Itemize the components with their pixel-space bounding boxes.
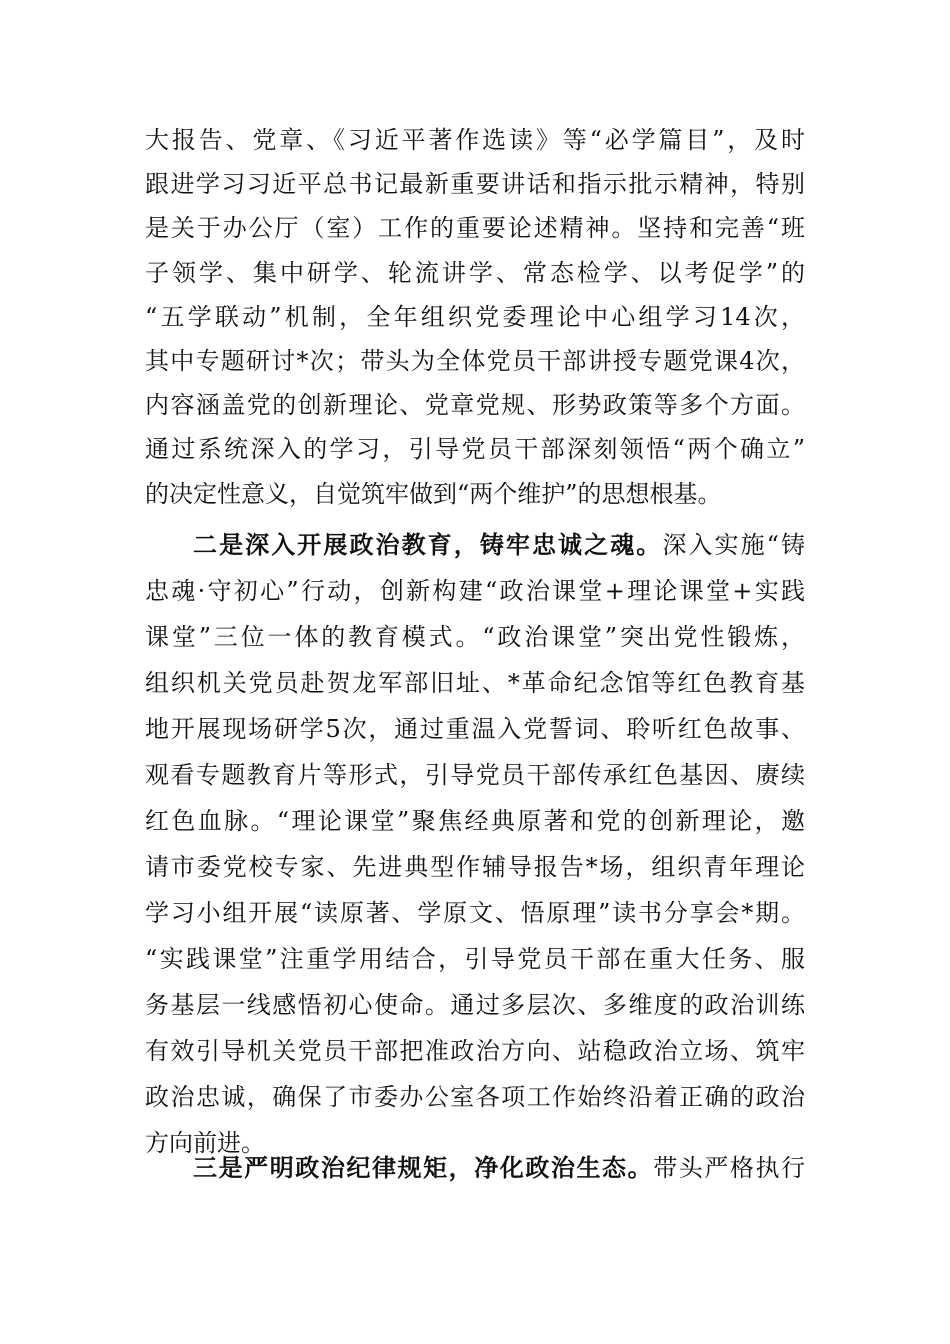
text-line: 组织机关党员赴贺龙军部旧址、*革命纪念馆等红色教育基 — [145, 669, 805, 697]
text-line: 地开展现场研学5次，通过重温入党誓词、聆听红色故事、 — [145, 715, 805, 743]
text-line: 课堂”三位一体的教育模式。“政治课堂”突出党性锻炼， — [145, 623, 805, 651]
text-line: 大报告、党章、《习近平著作选读》等“必学篇目”，及时 — [145, 126, 805, 154]
text-line: 学习小组开展“读原著、学原文、悟原理”读书分享会*期。 — [145, 899, 805, 927]
paragraph-text: 深入实施“铸 — [662, 531, 805, 559]
text-line: 是关于办公厅（室）工作的重要论述精神。坚持和完善“班 — [145, 214, 805, 243]
paragraph-lead: 三是严明政治纪律规矩，净化政治生态。 — [193, 1153, 654, 1182]
paragraph-heading-line — [193, 527, 805, 563]
text-line: 的决定性意义，自觉筑牢做到“两个维护”的思想根基。 — [145, 479, 722, 508]
text-line: 有效引导机关党员干部把准政治方向、站稳政治立场、筑牢 — [145, 1037, 805, 1065]
paragraph-text: 带头严格执行 — [653, 1154, 806, 1182]
text-line: 务基层一线感悟初心使命。通过多层次、多维度的政治训练 — [145, 991, 805, 1019]
text-line: 通过系统深入的学习，引导党员干部深刻领悟“两个确立” — [145, 435, 805, 464]
text-line: 子领学、集中研学、轮流讲学、常态检学、以考促学”的 — [145, 258, 805, 287]
text-line: 跟进学习习近平总书记最新重要讲话和指示批示精神，特别 — [145, 170, 805, 199]
text-line: “实践课堂”注重学用结合，引导党员干部在重大任务、服 — [145, 945, 805, 973]
text-line: 方向前进。 — [145, 1129, 265, 1157]
text-line: 其中专题研讨*次；带头为全体党员干部讲授专题党课4次， — [145, 347, 805, 375]
text-line: 红色血脉。“理论课堂”聚焦经典原著和党的创新理论，邀 — [145, 807, 805, 835]
text-line: 政治忠诚，确保了市委办公室各项工作始终沿着正确的政治 — [145, 1083, 805, 1111]
text-line: “五学联动”机制，全年组织党委理论中心组学习14次， — [145, 302, 805, 331]
text-line: 忠魂·守初心”行动，创新构建“政治课堂+理论课堂+实践 — [145, 577, 805, 605]
paragraph-heading-line — [193, 1150, 805, 1186]
text-line: 内容涵盖党的创新理论、党章党规、形势政策等多个方面。 — [145, 391, 805, 420]
paragraph-lead: 二是深入开展政治教育，铸牢忠诚之魂。 — [193, 530, 663, 559]
text-line: 请市委党校专家、先进典型作辅导报告*场，组织青年理论 — [145, 853, 805, 881]
text-line: 观看专题教育片等形式，引导党员干部传承红色基因、赓续 — [145, 761, 805, 789]
